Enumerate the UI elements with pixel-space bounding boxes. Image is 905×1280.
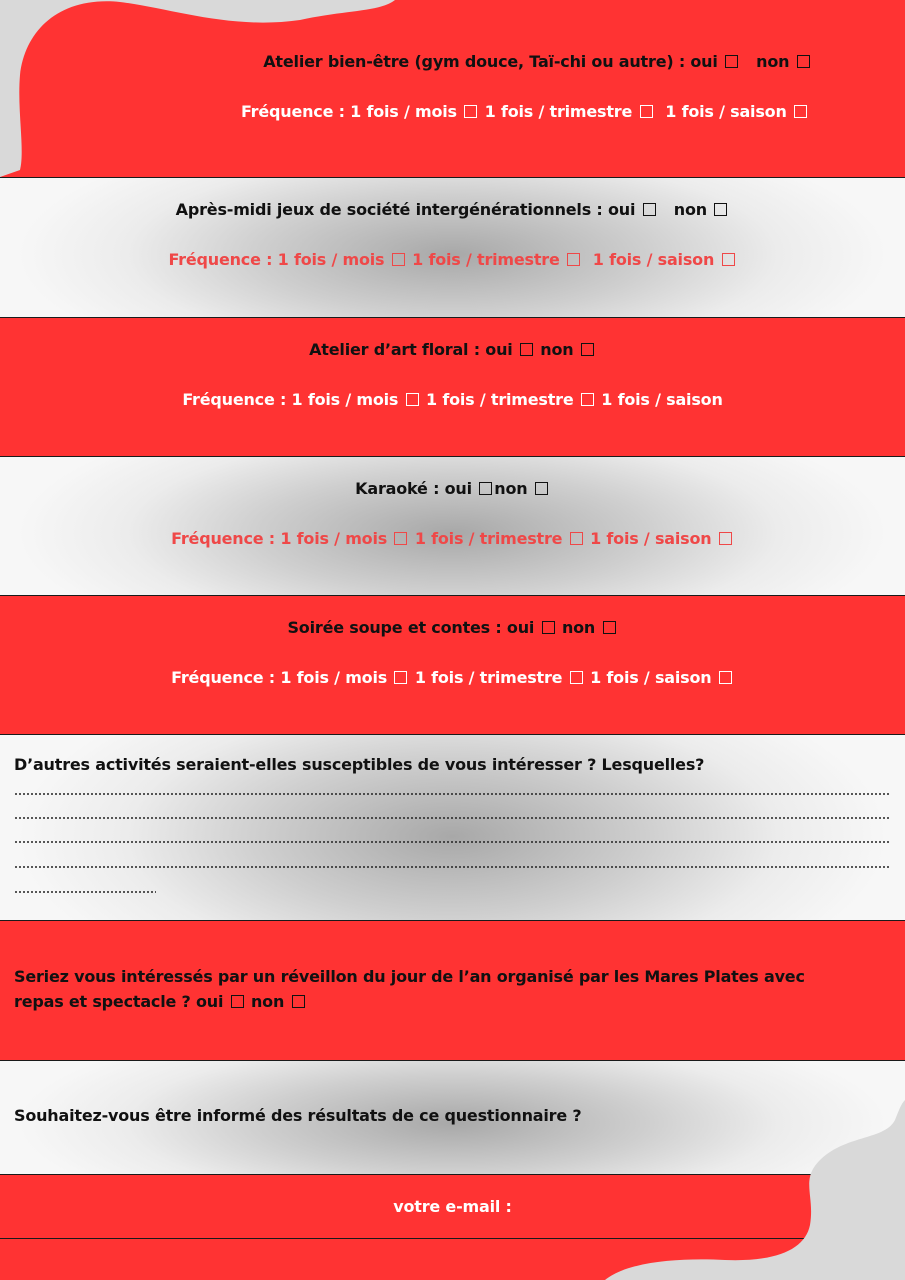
answer-line[interactable] [14,793,889,795]
mois-checkbox[interactable] [464,105,477,118]
answer-line[interactable] [14,817,889,819]
jeux-societe-question: Après-midi jeux de société intergénérationnels : oui non [0,200,905,219]
oui-checkbox[interactable] [643,203,656,216]
mois-checkbox[interactable] [392,253,405,266]
decorative-blob [0,0,905,177]
trimestre-checkbox[interactable] [581,393,594,406]
answer-line[interactable] [14,866,889,868]
saison-checkbox[interactable] [719,532,732,545]
trimestre-checkbox[interactable] [640,105,653,118]
non-checkbox[interactable] [714,203,727,216]
non-checkbox[interactable] [535,482,548,495]
mois-checkbox[interactable] [394,532,407,545]
email-label: votre e-mail : [393,1197,512,1216]
soupe-contes-frequence: Fréquence : 1 fois / mois 1 fois / trimestre 1 fois / saison [0,668,905,687]
saison-checkbox[interactable] [794,105,807,118]
answer-line[interactable] [14,891,156,893]
atelier-bien-etre-question: Atelier bien-être (gym douce, Taï-chi ou autre) : oui non [0,52,905,71]
section-art-floral [0,318,905,456]
karaoke-question: Karaoké : oui non [0,479,905,498]
oui-checkbox[interactable] [520,343,533,356]
section-autres-activites [0,735,905,920]
oui-checkbox[interactable] [542,621,555,634]
reveillon-question-line1: Seriez vous intéressés par un réveillon du jour de l’an organisé par les Mares Plates avec [14,967,805,986]
non-checkbox[interactable] [292,995,305,1008]
reveillon-question-line2: repas et spectacle ? oui non [14,992,307,1011]
section-soupe-contes [0,596,905,734]
non-checkbox[interactable] [603,621,616,634]
non-checkbox[interactable] [797,55,810,68]
saison-checkbox[interactable] [722,253,735,266]
oui-checkbox[interactable] [479,482,492,495]
trimestre-checkbox[interactable] [570,532,583,545]
oui-checkbox[interactable] [725,55,738,68]
atelier-bien-etre-frequence: Fréquence : 1 fois / mois 1 fois / trimestre 1 fois / saison [0,102,905,121]
section-karaoke [0,457,905,595]
art-floral-frequence: Fréquence : 1 fois / mois 1 fois / trimestre 1 fois / saison [182,390,723,409]
section-atelier-bien-etre [0,0,905,177]
mois-checkbox[interactable] [406,393,419,406]
saison-checkbox[interactable] [719,671,732,684]
resultats-question: Souhaitez-vous être informé des résultats de ce questionnaire ? [14,1106,582,1125]
autres-activites-question: D’autres activités seraient-elles susceptibles de vous intéresser ? Lesquelles? [14,755,705,774]
oui-checkbox[interactable] [231,995,244,1008]
answer-line[interactable] [14,841,889,843]
trimestre-checkbox[interactable] [567,253,580,266]
section-jeux-societe [0,178,905,317]
section-reveillon [0,921,905,1060]
art-floral-question: Atelier d’art floral : oui non [0,340,905,359]
jeux-societe-frequence: Fréquence : 1 fois / mois 1 fois / trimestre 1 fois / saison [0,250,905,269]
non-checkbox[interactable] [581,343,594,356]
decorative-blob [605,1100,905,1280]
mois-checkbox[interactable] [394,671,407,684]
soupe-contes-question: Soirée soupe et contes : oui non [0,618,905,637]
trimestre-checkbox[interactable] [570,671,583,684]
karaoke-frequence: Fréquence : 1 fois / mois 1 fois / trimestre 1 fois / saison [0,529,905,548]
